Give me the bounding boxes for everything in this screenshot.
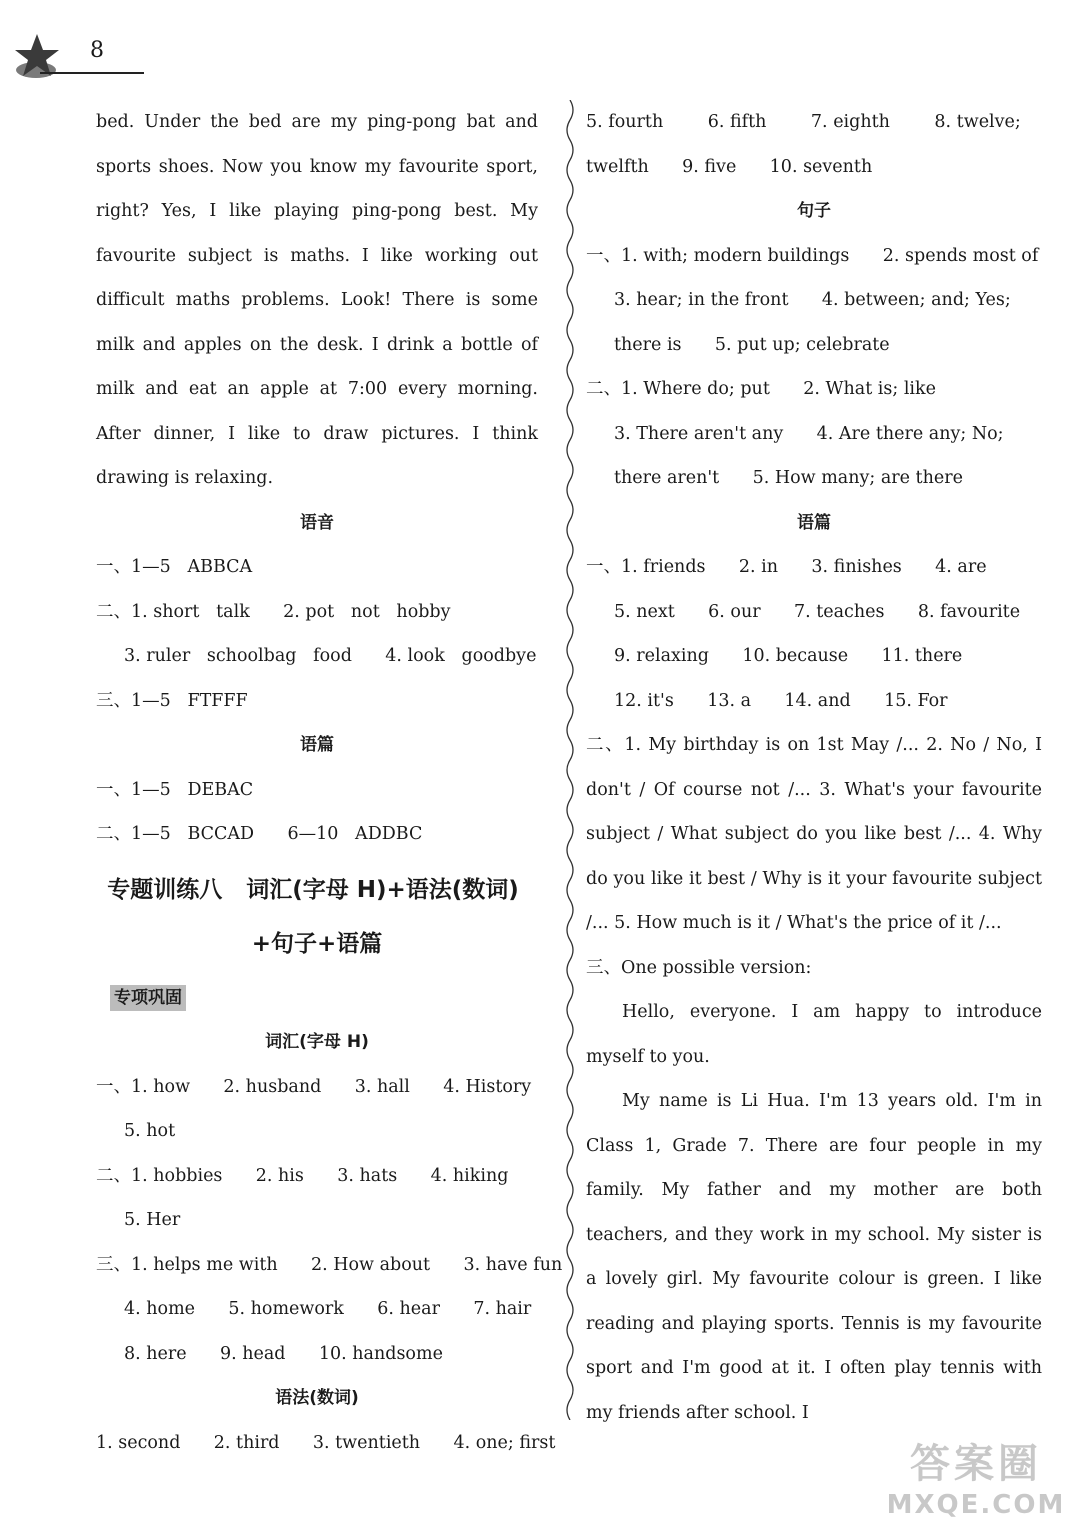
section-title-reading: 语篇: [797, 512, 831, 533]
answer-row: 一、1—5 ABBCA: [96, 557, 253, 577]
answer-row: 三、1—5 FTFFF: [96, 690, 248, 711]
answer-row: twelfth 9. five 10. seventh: [586, 156, 873, 177]
watermark-url: MXQE.COM: [886, 1490, 1066, 1520]
answer-row: 8. here 9. head 10. handsome: [124, 1343, 443, 1364]
section-title-vocab: 词汇(字母 H): [265, 1032, 369, 1052]
star-icon: [14, 32, 60, 82]
answer-row: 二、1. hobbies 2. his 3. hats 4. hiking: [96, 1165, 509, 1186]
page-header: [0, 0, 1079, 90]
answer-row: 一、1. how 2. husband 3. hall 4. History: [96, 1076, 532, 1097]
answer-row: 4. home 5. homework 6. hear 7. hair: [124, 1299, 532, 1319]
answer-row: 3. ruler schoolbag food 4. look goodbye: [124, 646, 537, 666]
answer-row: 5. next 6. our 7. teaches 8. favourite: [614, 601, 1021, 622]
topic-heading-line2: +句子+语篇: [251, 930, 383, 957]
answer-row: 三、1. helps me with 2. How about 3. have fun: [96, 1254, 563, 1275]
answer-row: there aren't 5. How many; are there: [614, 468, 963, 488]
answer-row: 1. second 2. third 3. twentieth 4. one; first: [96, 1432, 556, 1453]
answer-paragraph: 二、1. My birthday is on 1st May /... 2. No / No, I don't / Of course not /... 3. What's your favourite subject / What subject do you like best /... 4. Why do you like it best / Why is it your favourite subject /... 5. How much is it / What's the price of it /...: [586, 735, 1042, 933]
answer-row: 5. hot: [124, 1121, 176, 1141]
section-title-phonetics: 语音: [300, 512, 334, 533]
answer-row: 5. fourth 6. fifth 7. eighth 8. twelve;: [586, 112, 1021, 132]
answer-row: there is 5. put up; celebrate: [614, 334, 890, 355]
answer-row: 二、1. Where do; put 2. What is; like: [586, 379, 936, 399]
answer-row: 5. Her: [124, 1210, 181, 1230]
answer-row: 一、1. with; modern buildings 2. spends most of: [586, 245, 1039, 266]
section-title-reading: 语篇: [300, 735, 334, 755]
section-tag: 专项巩固: [110, 985, 186, 1011]
answer-row: 二、1—5 BCCAD 6—10 ADDBC: [96, 824, 423, 844]
header-rule: [40, 72, 144, 74]
topic-heading: [96, 863, 538, 971]
topic-heading-line1: 专题训练八 词汇(字母 H)+语法(数词): [107, 876, 519, 903]
column-divider: [562, 100, 578, 1420]
answer-row: 一、1—5 DEBAC: [96, 779, 254, 800]
answer-row: 三、One possible version:: [586, 957, 812, 978]
essay-paragraph: Hello, everyone. I am happy to introduce myself to you.: [586, 1002, 1042, 1067]
answer-row: 12. it's 13. a 14. and 15. For: [614, 690, 948, 711]
answer-row: 一、1. friends 2. in 3. finishes 4. are: [586, 557, 987, 577]
answer-row: 3. hear; in the front 4. between; and; Yes;: [614, 290, 1011, 310]
page-number: 8: [90, 38, 104, 63]
section-title-sentences: 句子: [797, 201, 831, 221]
answer-row: 9. relaxing 10. because 11. there: [614, 646, 963, 666]
essay-paragraph: My name is Li Hua. I'm 13 years old. I'm in Class 1, Grade 7. There are four people in my family. My father and my mother are both teachers, and they work in my school. My sister is a lovely girl. My favourite colour is green. I like reading and playing sports. Tennis is my favourite sport and I'm good at it. I often play tennis with my friends after school. I: [586, 1091, 1042, 1423]
section-title-grammar: 语法(数词): [275, 1388, 359, 1408]
answer-row: 二、1. short talk 2. pot not hobby: [96, 601, 451, 622]
left-column: [96, 100, 563, 1465]
passage-text: bed. Under the bed are my ping-pong bat and sports shoes. Now you know my favourite sport, right? Yes, I like playing ping-pong best. My favourite subject is maths. I like working out difficult maths problems. Look! There is some milk and apples on the desk. I drink a bottle of milk and eat an apple at 7:00 every morning. After dinner, I like to draw pictures. I think drawing is relaxing.: [96, 112, 538, 488]
watermark-text: 答案圈: [910, 1441, 1042, 1487]
watermark: [881, 1440, 1071, 1530]
right-column: [586, 100, 1042, 1435]
answer-row: 3. There aren't any 4. Are there any; No;: [614, 423, 1004, 444]
